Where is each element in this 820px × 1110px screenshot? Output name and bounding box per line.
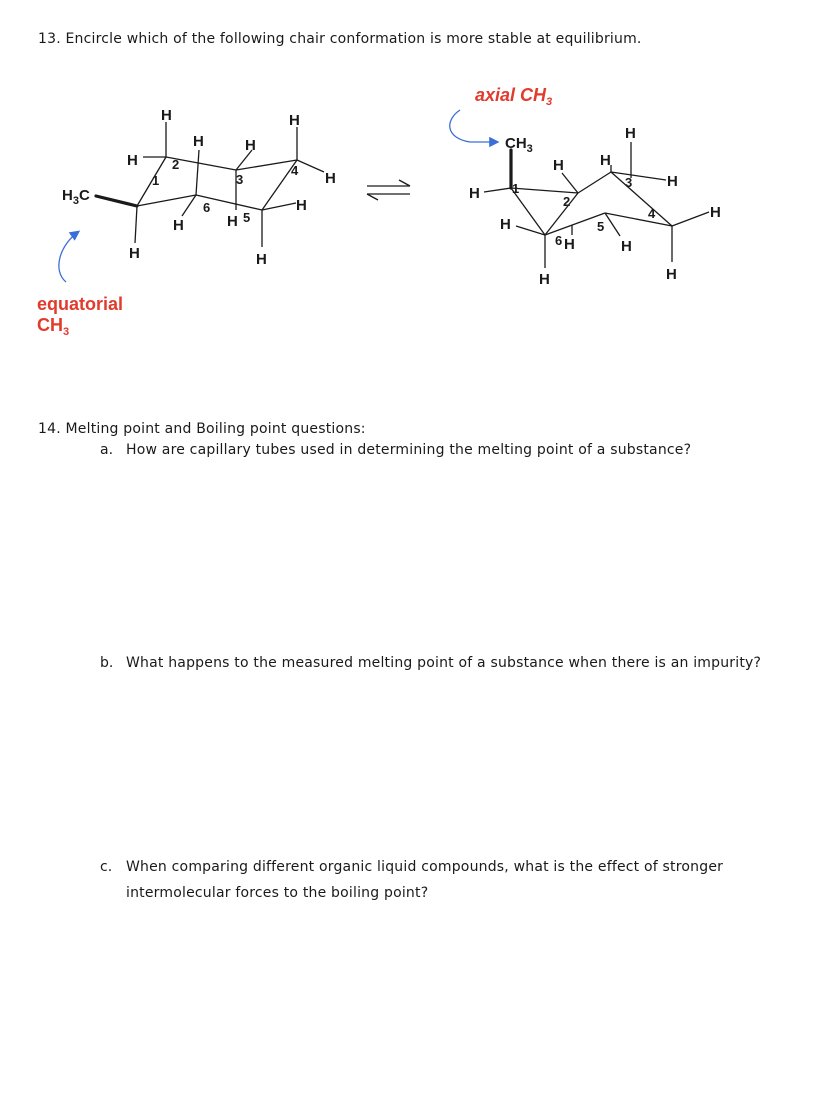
svg-text:H: H	[625, 125, 636, 142]
svg-text:H: H	[600, 152, 611, 169]
svg-text:H: H	[129, 245, 140, 262]
question-14a-letter: a.	[100, 442, 114, 458]
blue-arrow-icon	[450, 110, 497, 142]
svg-text:H: H	[564, 236, 575, 253]
right-chair	[450, 85, 721, 288]
svg-text:1: 1	[152, 173, 160, 188]
svg-text:H: H	[289, 112, 300, 129]
svg-text:5: 5	[597, 219, 605, 234]
svg-text:H: H	[296, 197, 307, 214]
svg-text:H: H	[621, 238, 632, 255]
svg-text:6: 6	[555, 233, 563, 248]
left-chair	[37, 107, 336, 338]
svg-text:4: 4	[291, 163, 299, 178]
equilibrium-arrows-icon	[367, 180, 410, 200]
question-14b-letter: b.	[100, 655, 114, 671]
equatorial-ch3-label: $CH_3$	[37, 315, 70, 338]
svg-text:3: 3	[236, 172, 244, 187]
svg-text:H: H	[553, 157, 564, 174]
right-methyl-label: $CH_3$	[505, 135, 533, 155]
question-14c-letter: c.	[100, 859, 113, 875]
svg-text:H: H	[666, 266, 677, 283]
question-14a-text: How are capillary tubes used in determining the melting point of a substance?	[126, 442, 692, 458]
svg-text:5: 5	[243, 210, 251, 225]
svg-text:H: H	[193, 133, 204, 150]
svg-text:H: H	[469, 185, 480, 202]
svg-text:H: H	[227, 213, 238, 230]
svg-text:H: H	[161, 107, 172, 124]
svg-text:H: H	[173, 217, 184, 234]
svg-text:H: H	[667, 173, 678, 190]
svg-text:H: H	[710, 204, 721, 221]
svg-text:H: H	[500, 216, 511, 233]
svg-text:1: 1	[512, 181, 520, 196]
svg-text:2: 2	[563, 194, 571, 209]
chair-conformation-diagram	[0, 0, 820, 400]
question-14b-text: What happens to the measured melting point of a substance when there is an impurity?	[126, 655, 762, 671]
svg-text:H: H	[127, 152, 138, 169]
svg-text:H: H	[539, 271, 550, 288]
svg-text:H: H	[325, 170, 336, 187]
left-methyl-label: $H_3C$	[62, 187, 90, 207]
svg-text:6: 6	[203, 200, 211, 215]
blue-arrow-icon	[59, 232, 78, 282]
axial-label: axial $CH_3$	[475, 85, 553, 108]
svg-text:H: H	[256, 251, 267, 268]
svg-text:H: H	[245, 137, 256, 154]
question-14-title: 14. Melting point and Boiling point questions:	[38, 421, 366, 437]
equatorial-label: equatorial	[37, 294, 124, 314]
question-13-text: 13. Encircle which of the following chair conformation is more stable at equilibrium.	[38, 31, 642, 47]
question-14c-text: When comparing different organic liquid compounds, what is the effect of stronger intermolecular forces to the boiling point?	[126, 859, 724, 901]
svg-text:3: 3	[625, 175, 633, 190]
svg-text:4: 4	[648, 206, 656, 221]
svg-text:2: 2	[172, 157, 180, 172]
